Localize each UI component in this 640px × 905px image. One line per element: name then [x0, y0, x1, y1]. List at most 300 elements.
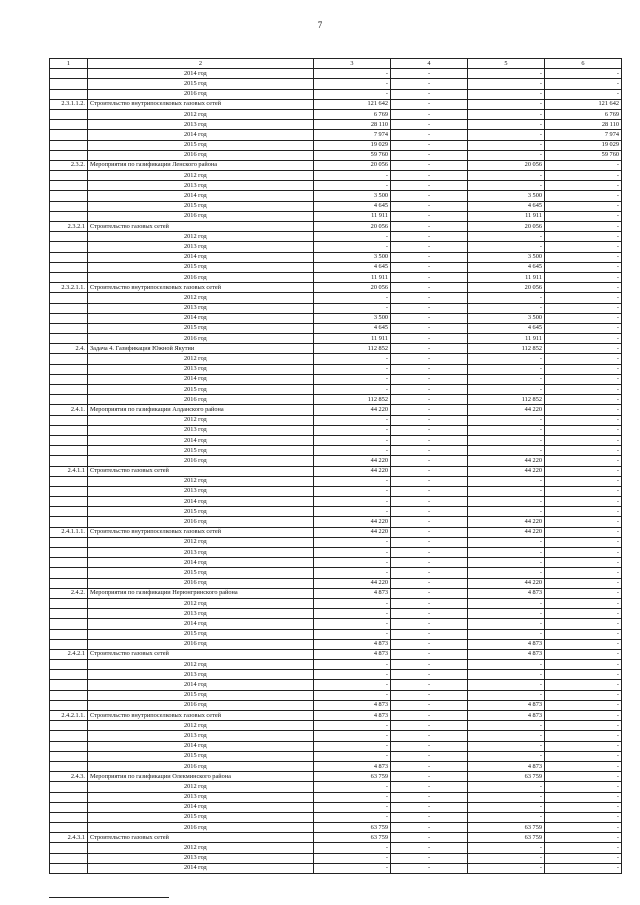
table-row	[50, 191, 622, 201]
regional-value: 20 056	[468, 160, 545, 170]
local-value: -	[545, 700, 622, 710]
federal-value: -	[391, 435, 468, 445]
federal-value: -	[391, 751, 468, 761]
total-value: -	[314, 863, 391, 873]
federal-value: -	[391, 415, 468, 425]
row-name: 2015 год	[88, 446, 314, 456]
total-value: 63 759	[314, 772, 391, 782]
row-code	[50, 272, 88, 282]
row-name: 2014 год	[88, 435, 314, 445]
table-row	[50, 395, 622, 405]
table-row	[50, 181, 622, 191]
total-value: -	[314, 680, 391, 690]
table-row	[50, 171, 622, 181]
regional-value: -	[468, 171, 545, 181]
total-value: -	[314, 374, 391, 384]
regional-value: 20 056	[468, 283, 545, 293]
column-header: 1	[50, 59, 88, 69]
federal-value: -	[391, 721, 468, 731]
row-name: 2013 год	[88, 853, 314, 863]
local-value: -	[545, 853, 622, 863]
row-code	[50, 680, 88, 690]
total-value: 4 645	[314, 262, 391, 272]
total-value: 3 500	[314, 191, 391, 201]
total-value: -	[314, 568, 391, 578]
table-row	[50, 140, 622, 150]
row-code	[50, 761, 88, 771]
federal-value: -	[391, 476, 468, 486]
total-value: -	[314, 670, 391, 680]
regional-value: 4 873	[468, 588, 545, 598]
regional-value: 63 759	[468, 772, 545, 782]
row-code: 2.3.1.1.2.	[50, 99, 88, 109]
federal-value: -	[391, 120, 468, 130]
regional-value: 11 911	[468, 334, 545, 344]
total-value: 4 873	[314, 639, 391, 649]
regional-value: -	[468, 812, 545, 822]
local-value: -	[545, 619, 622, 629]
row-code: 2.4.2.	[50, 588, 88, 598]
table-row	[50, 334, 622, 344]
local-value: -	[545, 802, 622, 812]
table-row	[50, 232, 622, 242]
row-name: 2012 год	[88, 476, 314, 486]
federal-value: -	[391, 843, 468, 853]
local-value: -	[545, 721, 622, 731]
row-name: 2013 год	[88, 486, 314, 496]
table-row	[50, 374, 622, 384]
federal-value: -	[391, 711, 468, 721]
local-value: -	[545, 548, 622, 558]
table-row	[50, 405, 622, 415]
total-value: -	[314, 507, 391, 517]
federal-value: -	[391, 323, 468, 333]
regional-value: -	[468, 140, 545, 150]
total-value: 112 852	[314, 395, 391, 405]
row-code	[50, 558, 88, 568]
local-value: -	[545, 160, 622, 170]
row-name: 2014 год	[88, 497, 314, 507]
total-value: -	[314, 792, 391, 802]
table-row	[50, 497, 622, 507]
table-row	[50, 853, 622, 863]
total-value: -	[314, 721, 391, 731]
regional-value: -	[468, 181, 545, 191]
row-code	[50, 497, 88, 507]
row-code	[50, 517, 88, 527]
row-name: Задача 4. Газификация Южной Якутии	[88, 344, 314, 354]
row-code	[50, 721, 88, 731]
federal-value: -	[391, 354, 468, 364]
local-value: -	[545, 334, 622, 344]
row-name: 2014 год	[88, 741, 314, 751]
federal-value: -	[391, 558, 468, 568]
table-row	[50, 680, 622, 690]
row-name: 2016 год	[88, 761, 314, 771]
regional-value: 63 759	[468, 833, 545, 843]
table-row	[50, 700, 622, 710]
table-row	[50, 578, 622, 588]
regional-value: -	[468, 802, 545, 812]
total-value: 3 500	[314, 252, 391, 262]
federal-value: -	[391, 863, 468, 873]
total-value: -	[314, 609, 391, 619]
row-name: Строительство газовых сетей	[88, 649, 314, 659]
row-code	[50, 568, 88, 578]
total-value: -	[314, 446, 391, 456]
total-value: -	[314, 802, 391, 812]
federal-value: -	[391, 853, 468, 863]
row-name: 2012 год	[88, 843, 314, 853]
row-code	[50, 619, 88, 629]
row-code	[50, 385, 88, 395]
total-value: -	[314, 497, 391, 507]
table-row	[50, 527, 622, 537]
row-code	[50, 395, 88, 405]
table-row	[50, 150, 622, 160]
federal-value: -	[391, 293, 468, 303]
total-value: -	[314, 690, 391, 700]
total-value: 20 056	[314, 222, 391, 232]
federal-value: -	[391, 89, 468, 99]
federal-value: -	[391, 598, 468, 608]
total-value: -	[314, 782, 391, 792]
federal-value: -	[391, 670, 468, 680]
row-name: 2015 год	[88, 323, 314, 333]
row-code	[50, 354, 88, 364]
row-name: 2015 год	[88, 140, 314, 150]
table-row	[50, 242, 622, 252]
regional-value: -	[468, 792, 545, 802]
federal-value: -	[391, 344, 468, 354]
row-code	[50, 374, 88, 384]
regional-value: 4 873	[468, 761, 545, 771]
local-value: -	[545, 446, 622, 456]
column-header: 6	[545, 59, 622, 69]
row-code	[50, 456, 88, 466]
row-code: 2.4.3.1	[50, 833, 88, 843]
regional-value: -	[468, 660, 545, 670]
row-name: 2014 год	[88, 191, 314, 201]
local-value: -	[545, 476, 622, 486]
federal-value: -	[391, 130, 468, 140]
row-code	[50, 425, 88, 435]
local-value: -	[545, 222, 622, 232]
table-row	[50, 303, 622, 313]
table-row	[50, 568, 622, 578]
local-value: -	[545, 232, 622, 242]
local-value: -	[545, 833, 622, 843]
row-name: 2013 год	[88, 792, 314, 802]
table-row	[50, 588, 622, 598]
row-name: 2016 год	[88, 272, 314, 282]
federal-value: -	[391, 568, 468, 578]
local-value: -	[545, 751, 622, 761]
regional-value: -	[468, 435, 545, 445]
regional-value: -	[468, 497, 545, 507]
row-name: 2016 год	[88, 150, 314, 160]
total-value: 44 220	[314, 466, 391, 476]
total-value: 4 645	[314, 201, 391, 211]
row-name: 2013 год	[88, 242, 314, 252]
federal-value: -	[391, 334, 468, 344]
federal-value: -	[391, 425, 468, 435]
regional-value: -	[468, 303, 545, 313]
regional-value: -	[468, 232, 545, 242]
row-name: 2013 год	[88, 670, 314, 680]
row-name: 2015 год	[88, 79, 314, 89]
regional-value: -	[468, 99, 545, 109]
regional-value: -	[468, 670, 545, 680]
federal-value: -	[391, 303, 468, 313]
total-value: -	[314, 303, 391, 313]
table-row	[50, 79, 622, 89]
federal-value: -	[391, 252, 468, 262]
federal-value: -	[391, 140, 468, 150]
table-row	[50, 476, 622, 486]
total-value: 11 911	[314, 334, 391, 344]
table-row	[50, 558, 622, 568]
regional-value: 112 852	[468, 344, 545, 354]
table-row	[50, 731, 622, 741]
row-code: 2.4.1.	[50, 405, 88, 415]
federal-value: -	[391, 761, 468, 771]
table-row	[50, 761, 622, 771]
table-row	[50, 160, 622, 170]
row-name: 2015 год	[88, 385, 314, 395]
local-value: -	[545, 639, 622, 649]
local-value: -	[545, 262, 622, 272]
federal-value: -	[391, 700, 468, 710]
row-name: Строительство внутрипоселковых газовых сетей	[88, 711, 314, 721]
table-row	[50, 446, 622, 456]
row-name: 2012 год	[88, 232, 314, 242]
local-value: -	[545, 731, 622, 741]
regional-value: 11 911	[468, 211, 545, 221]
row-code	[50, 211, 88, 221]
local-value: -	[545, 466, 622, 476]
row-code	[50, 578, 88, 588]
federal-value: -	[391, 772, 468, 782]
row-name: 2016 год	[88, 89, 314, 99]
local-value: -	[545, 303, 622, 313]
table-row	[50, 619, 622, 629]
total-value: -	[314, 232, 391, 242]
row-code	[50, 823, 88, 833]
local-value: -	[545, 252, 622, 262]
row-code	[50, 262, 88, 272]
federal-value: -	[391, 731, 468, 741]
federal-value: -	[391, 507, 468, 517]
regional-value: -	[468, 486, 545, 496]
table-row	[50, 385, 622, 395]
total-value: -	[314, 364, 391, 374]
regional-value: -	[468, 721, 545, 731]
row-name: Строительство газовых сетей	[88, 466, 314, 476]
row-code	[50, 150, 88, 160]
row-code	[50, 323, 88, 333]
total-value: 20 056	[314, 160, 391, 170]
regional-value: -	[468, 741, 545, 751]
local-value: -	[545, 741, 622, 751]
total-value: -	[314, 181, 391, 191]
regional-value: 3 500	[468, 252, 545, 262]
row-code	[50, 130, 88, 140]
row-name: 2015 год	[88, 262, 314, 272]
row-name: 2012 год	[88, 537, 314, 547]
total-value: 3 500	[314, 313, 391, 323]
row-name: 2016 год	[88, 823, 314, 833]
row-code	[50, 201, 88, 211]
table-row	[50, 425, 622, 435]
total-value: -	[314, 629, 391, 639]
table-row	[50, 690, 622, 700]
regional-value: -	[468, 150, 545, 160]
table-row	[50, 863, 622, 873]
row-name: 2015 год	[88, 690, 314, 700]
table-row	[50, 272, 622, 282]
local-value: -	[545, 537, 622, 547]
table-row	[50, 435, 622, 445]
total-value: -	[314, 731, 391, 741]
table-row	[50, 252, 622, 262]
row-name: 2015 год	[88, 507, 314, 517]
local-value: -	[545, 395, 622, 405]
table-row	[50, 293, 622, 303]
row-code	[50, 548, 88, 558]
total-value: -	[314, 537, 391, 547]
total-value: 44 220	[314, 405, 391, 415]
total-value: 44 220	[314, 456, 391, 466]
local-value: -	[545, 792, 622, 802]
row-code	[50, 670, 88, 680]
federal-value: -	[391, 385, 468, 395]
total-value: 4 873	[314, 700, 391, 710]
row-code: 2.4.2.1	[50, 649, 88, 659]
table-row	[50, 548, 622, 558]
federal-value: -	[391, 191, 468, 201]
row-name: 2014 год	[88, 680, 314, 690]
row-name: Строительство внутрипоселковых газовых сетей	[88, 527, 314, 537]
regional-value: -	[468, 680, 545, 690]
federal-value: -	[391, 242, 468, 252]
regional-value: -	[468, 425, 545, 435]
table-row	[50, 507, 622, 517]
regional-value: -	[468, 242, 545, 252]
local-value: -	[545, 598, 622, 608]
row-code: 2.4.1.1	[50, 466, 88, 476]
row-code: 2.3.2.1.1.	[50, 283, 88, 293]
row-code	[50, 89, 88, 99]
federal-value: -	[391, 160, 468, 170]
table-row	[50, 517, 622, 527]
table-row	[50, 802, 622, 812]
local-value: -	[545, 89, 622, 99]
local-value: -	[545, 313, 622, 323]
local-value: -	[545, 761, 622, 771]
local-value: -	[545, 588, 622, 598]
federal-value: -	[391, 201, 468, 211]
federal-value: -	[391, 782, 468, 792]
total-value: 19 029	[314, 140, 391, 150]
row-name: 2014 год	[88, 69, 314, 79]
local-value: -	[545, 385, 622, 395]
federal-value: -	[391, 232, 468, 242]
table-row	[50, 69, 622, 79]
table-row	[50, 313, 622, 323]
total-value: 4 645	[314, 323, 391, 333]
total-value: -	[314, 476, 391, 486]
federal-value: -	[391, 446, 468, 456]
total-value: 44 220	[314, 527, 391, 537]
regional-value: -	[468, 374, 545, 384]
table-row	[50, 812, 622, 822]
table-row	[50, 629, 622, 639]
table-row	[50, 486, 622, 496]
row-code	[50, 191, 88, 201]
table-row	[50, 721, 622, 731]
regional-value: -	[468, 863, 545, 873]
total-value: 4 873	[314, 761, 391, 771]
row-code	[50, 843, 88, 853]
local-value: -	[545, 242, 622, 252]
total-value: 6 769	[314, 109, 391, 119]
federal-value: -	[391, 272, 468, 282]
local-value: -	[545, 517, 622, 527]
regional-value: 44 220	[468, 527, 545, 537]
regional-value: -	[468, 537, 545, 547]
local-value: -	[545, 843, 622, 853]
total-value: -	[314, 741, 391, 751]
row-name: 2013 год	[88, 181, 314, 191]
local-value: -	[545, 283, 622, 293]
local-value: -	[545, 812, 622, 822]
row-code	[50, 507, 88, 517]
regional-value: -	[468, 79, 545, 89]
row-name: 2014 год	[88, 313, 314, 323]
row-name: Мероприятия по газификации Нерюнгринского района	[88, 588, 314, 598]
row-name: Мероприятия по газификации Алданского района	[88, 405, 314, 415]
row-code	[50, 446, 88, 456]
row-name: 2012 год	[88, 721, 314, 731]
table-row	[50, 283, 622, 293]
local-value: -	[545, 629, 622, 639]
local-value: -	[545, 405, 622, 415]
row-name: 2012 год	[88, 660, 314, 670]
total-value: 4 873	[314, 711, 391, 721]
regional-value: -	[468, 69, 545, 79]
total-value: -	[314, 354, 391, 364]
local-value: -	[545, 690, 622, 700]
federal-value: -	[391, 812, 468, 822]
total-value: -	[314, 242, 391, 252]
row-name: 2016 год	[88, 517, 314, 527]
table-row	[50, 99, 622, 109]
local-value: -	[545, 680, 622, 690]
row-code: 2.4.	[50, 344, 88, 354]
row-code	[50, 609, 88, 619]
row-code	[50, 598, 88, 608]
table-row	[50, 751, 622, 761]
row-code	[50, 303, 88, 313]
regional-value: -	[468, 629, 545, 639]
local-value: -	[545, 507, 622, 517]
federal-value: -	[391, 792, 468, 802]
federal-value: -	[391, 466, 468, 476]
table-row	[50, 415, 622, 425]
federal-value: -	[391, 313, 468, 323]
local-value: -	[545, 415, 622, 425]
